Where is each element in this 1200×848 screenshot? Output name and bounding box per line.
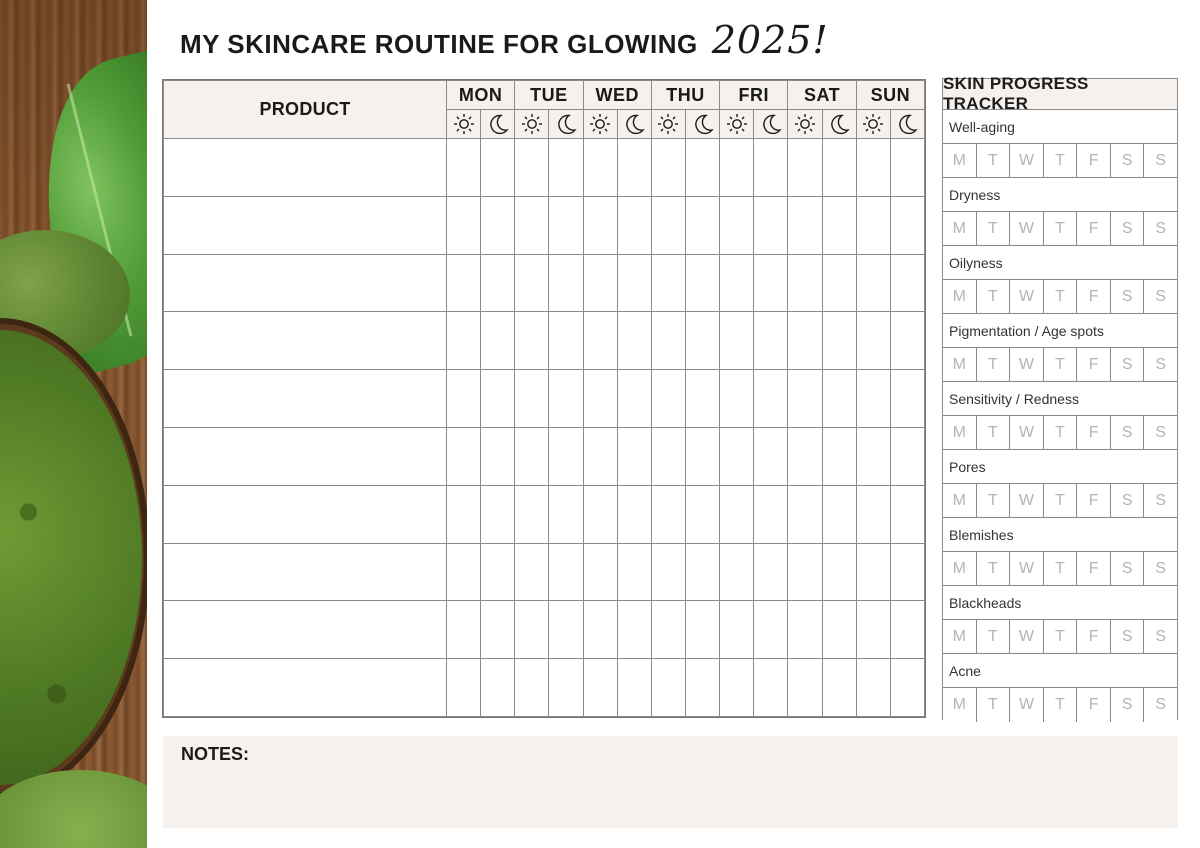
checkbox-cell-sun-am[interactable] [856,312,890,370]
tracker-day-cell[interactable]: T [1044,212,1078,245]
checkbox-cell-sat-pm[interactable] [822,601,856,659]
checkbox-cell-mon-am[interactable] [447,601,481,659]
tracker-category-label: Blackheads [943,586,1177,620]
checkbox-cell-thu-pm[interactable] [685,312,719,370]
tracker-day-cell[interactable]: T [1044,144,1078,177]
tracker-day-cell[interactable]: F [1077,212,1111,245]
tracker-day-cell[interactable]: S [1144,212,1177,245]
product-cell[interactable] [164,370,447,428]
checkbox-cell-fri-pm[interactable] [754,196,788,254]
tracker-day-cell[interactable]: S [1111,144,1145,177]
moon-icon [685,110,719,139]
tracker-day-row [943,348,1177,382]
checkbox-cell-sun-am[interactable] [856,139,890,197]
table-row [164,196,925,254]
checkbox-cell-wed-am[interactable] [583,196,617,254]
tracker-day-cell[interactable]: T [1044,416,1078,449]
checkbox-cell-sat-pm[interactable] [822,659,856,717]
tracker-day-cell[interactable]: F [1077,144,1111,177]
checkbox-cell-wed-am[interactable] [583,485,617,543]
checkbox-cell-fri-pm[interactable] [754,139,788,197]
checkbox-cell-mon-pm[interactable] [481,659,515,717]
tracker-day-cell[interactable]: M [943,620,977,653]
table-row [164,601,925,659]
checkbox-cell-sat-pm[interactable] [822,427,856,485]
tracker-day-row [943,484,1177,518]
tracker-day-cell[interactable]: T [977,280,1011,313]
tracker-category-label: Dryness [943,178,1177,212]
sun-icon [856,110,890,139]
sun-icon [651,110,685,139]
title-year: 2025! [711,18,829,62]
checkbox-cell-tue-pm[interactable] [549,139,583,197]
checkbox-cell-mon-pm[interactable] [481,312,515,370]
tracker-category-label: Blemishes [943,518,1177,552]
table-row [164,485,925,543]
product-cell[interactable] [164,659,447,717]
checkbox-cell-tue-pm[interactable] [549,543,583,601]
tracker-day-row [943,144,1177,178]
table-row [164,312,925,370]
routine-table [162,79,926,718]
checkbox-cell-fri-am[interactable] [720,196,754,254]
checkbox-cell-mon-am[interactable] [447,254,481,312]
tracker-day-cell[interactable]: S [1144,280,1177,313]
moon-icon [617,110,651,139]
checkbox-cell-thu-pm[interactable] [685,485,719,543]
checkbox-cell-sat-pm[interactable] [822,254,856,312]
tracker-day-cell[interactable]: S [1111,688,1145,722]
checkbox-cell-mon-pm[interactable] [481,196,515,254]
tracker-day-cell[interactable]: T [977,144,1011,177]
checkbox-cell-tue-pm[interactable] [549,601,583,659]
day-header-sat: SAT [788,81,856,110]
checkbox-cell-sat-pm[interactable] [822,139,856,197]
checkbox-cell-wed-pm[interactable] [617,659,651,717]
day-header-sun: SUN [856,81,924,110]
checkbox-cell-tue-pm[interactable] [549,254,583,312]
tracker-day-row [943,552,1177,586]
checkbox-cell-thu-am[interactable] [651,543,685,601]
moon-icon [754,110,788,139]
table-row [164,254,925,312]
table-row [164,427,925,485]
checkbox-cell-mon-pm[interactable] [481,601,515,659]
checkbox-cell-thu-am[interactable] [651,485,685,543]
tracker-day-cell[interactable]: S [1144,484,1177,517]
tracker-day-cell[interactable]: T [977,552,1011,585]
notes-area[interactable] [163,736,1178,828]
tracker-day-cell[interactable]: T [1044,280,1078,313]
checkbox-cell-wed-am[interactable] [583,543,617,601]
tracker-day-cell[interactable]: M [943,348,977,381]
tracker-day-cell[interactable]: T [977,620,1011,653]
tracker-day-cell[interactable]: F [1077,348,1111,381]
tracker-day-row [943,212,1177,246]
checkbox-cell-sun-am[interactable] [856,543,890,601]
tracker-category-label: Oilyness [943,246,1177,280]
moon-icon [822,110,856,139]
checkbox-cell-fri-am[interactable] [720,543,754,601]
day-header-fri: FRI [720,81,788,110]
checkbox-cell-wed-pm[interactable] [617,139,651,197]
tracker-day-cell[interactable]: T [977,484,1011,517]
tracker-day-cell[interactable]: M [943,144,977,177]
sun-icon [583,110,617,139]
checkbox-cell-tue-pm[interactable] [549,659,583,717]
product-cell[interactable] [164,196,447,254]
checkbox-cell-sun-pm[interactable] [890,196,924,254]
checkbox-cell-sat-am[interactable] [788,254,822,312]
checkbox-cell-sat-pm[interactable] [822,485,856,543]
checkbox-cell-fri-pm[interactable] [754,659,788,717]
tracker-day-cell[interactable]: M [943,552,977,585]
product-cell[interactable] [164,543,447,601]
checkbox-cell-mon-am[interactable] [447,485,481,543]
checkbox-cell-thu-am[interactable] [651,427,685,485]
checkbox-cell-sat-am[interactable] [788,139,822,197]
tracker-day-cell[interactable]: S [1144,348,1177,381]
checkbox-cell-sat-am[interactable] [788,485,822,543]
checkbox-cell-sun-pm[interactable] [890,312,924,370]
checkbox-cell-fri-am[interactable] [720,659,754,717]
checkbox-cell-sat-am[interactable] [788,370,822,428]
tracker-category-label: Pores [943,450,1177,484]
tracker-day-cell[interactable]: W [1010,416,1044,449]
checkbox-cell-tue-am[interactable] [515,427,549,485]
tracker-day-row [943,416,1177,450]
tracker-day-cell[interactable]: F [1077,620,1111,653]
tracker-day-cell[interactable]: S [1111,484,1145,517]
tracker-day-cell[interactable]: S [1111,212,1145,245]
tracker-day-cell[interactable]: W [1010,348,1044,381]
product-cell[interactable] [164,601,447,659]
checkbox-cell-sun-pm[interactable] [890,485,924,543]
table-row [164,659,925,717]
checkbox-cell-wed-am[interactable] [583,659,617,717]
checkbox-cell-thu-pm[interactable] [685,254,719,312]
checkbox-cell-thu-am[interactable] [651,139,685,197]
checkbox-cell-mon-am[interactable] [447,427,481,485]
tracker-day-cell[interactable]: S [1111,552,1145,585]
checkbox-cell-thu-am[interactable] [651,601,685,659]
checkbox-cell-fri-pm[interactable] [754,601,788,659]
checkbox-cell-mon-pm[interactable] [481,370,515,428]
tracker-day-cell[interactable]: W [1010,484,1044,517]
checkbox-cell-wed-pm[interactable] [617,601,651,659]
sun-icon [788,110,822,139]
checkbox-cell-thu-pm[interactable] [685,139,719,197]
page-title [180,18,829,68]
checkbox-cell-mon-am[interactable] [447,370,481,428]
checkbox-cell-sun-am[interactable] [856,196,890,254]
checkbox-cell-fri-pm[interactable] [754,312,788,370]
checkbox-cell-tue-pm[interactable] [549,312,583,370]
table-row [164,370,925,428]
checkbox-cell-sun-pm[interactable] [890,370,924,428]
moon-icon [549,110,583,139]
tracker-day-cell[interactable]: F [1077,484,1111,517]
product-cell[interactable] [164,254,447,312]
skin-progress-tracker [942,74,1178,720]
tracker-day-cell[interactable]: W [1010,212,1044,245]
checkbox-cell-fri-am[interactable] [720,427,754,485]
checkbox-cell-tue-am[interactable] [515,543,549,601]
checkbox-cell-sun-am[interactable] [856,254,890,312]
checkbox-cell-wed-am[interactable] [583,139,617,197]
checkbox-cell-tue-am[interactable] [515,196,549,254]
checkbox-cell-fri-am[interactable] [720,139,754,197]
checkbox-cell-mon-pm[interactable] [481,543,515,601]
checkbox-cell-sun-pm[interactable] [890,139,924,197]
tracker-day-cell[interactable]: T [977,212,1011,245]
checkbox-cell-tue-am[interactable] [515,485,549,543]
checkbox-cell-sun-pm[interactable] [890,601,924,659]
checkbox-cell-fri-am[interactable] [720,312,754,370]
checkbox-cell-fri-pm[interactable] [754,485,788,543]
checkbox-cell-sat-am[interactable] [788,543,822,601]
checkbox-cell-mon-pm[interactable] [481,427,515,485]
checkbox-cell-thu-am[interactable] [651,196,685,254]
tracker-day-cell[interactable]: F [1077,688,1111,722]
product-cell[interactable] [164,139,447,197]
sun-icon [515,110,549,139]
checkbox-cell-wed-pm[interactable] [617,370,651,428]
tracker-day-cell[interactable]: F [1077,416,1111,449]
checkbox-cell-sat-am[interactable] [788,312,822,370]
tracker-category-label: Well-aging [943,110,1177,144]
checkbox-cell-sun-pm[interactable] [890,659,924,717]
moon-icon [481,110,515,139]
table-row [164,543,925,601]
day-header-tue: TUE [515,81,583,110]
day-header-mon: MON [447,81,515,110]
tracker-day-cell[interactable]: S [1144,688,1177,722]
tracker-day-cell[interactable]: S [1144,144,1177,177]
tracker-day-cell[interactable]: T [1044,552,1078,585]
checkbox-cell-wed-am[interactable] [583,601,617,659]
tracker-day-cell[interactable]: W [1010,280,1044,313]
tracker-day-cell[interactable]: T [977,416,1011,449]
checkbox-cell-mon-pm[interactable] [481,139,515,197]
checkbox-cell-tue-am[interactable] [515,659,549,717]
tracker-title: SKIN PROGRESS TRACKER [943,79,1177,110]
tracker-category-label: Pigmentation / Age spots [943,314,1177,348]
checkbox-cell-sat-am[interactable] [788,659,822,717]
tracker-day-cell[interactable]: W [1010,144,1044,177]
tracker-category-label: Sensitivity / Redness [943,382,1177,416]
checkbox-cell-sat-pm[interactable] [822,543,856,601]
checkbox-cell-sun-am[interactable] [856,370,890,428]
checkbox-cell-mon-pm[interactable] [481,254,515,312]
tracker-day-cell[interactable]: T [977,348,1011,381]
checkbox-cell-sun-am[interactable] [856,485,890,543]
checkbox-cell-mon-pm[interactable] [481,485,515,543]
product-cell[interactable] [164,427,447,485]
notes-label: NOTES: [181,744,250,764]
checkbox-cell-wed-pm[interactable] [617,312,651,370]
checkbox-cell-tue-am[interactable] [515,370,549,428]
product-cell[interactable] [164,485,447,543]
checkbox-cell-thu-pm[interactable] [685,427,719,485]
tracker-day-cell[interactable]: W [1010,552,1044,585]
table-row [164,139,925,197]
tracker-day-cell[interactable]: T [977,688,1011,722]
checkbox-cell-wed-pm[interactable] [617,543,651,601]
tracker-day-cell[interactable]: M [943,484,977,517]
checkbox-cell-tue-pm[interactable] [549,427,583,485]
checkbox-cell-wed-pm[interactable] [617,254,651,312]
tracker-day-cell[interactable]: W [1010,620,1044,653]
checkbox-cell-fri-pm[interactable] [754,543,788,601]
checkbox-cell-wed-pm[interactable] [617,485,651,543]
checkbox-cell-thu-pm[interactable] [685,659,719,717]
checkbox-cell-mon-am[interactable] [447,543,481,601]
checkbox-cell-tue-pm[interactable] [549,370,583,428]
checkbox-cell-tue-am[interactable] [515,139,549,197]
tracker-day-cell[interactable]: M [943,416,977,449]
checkbox-cell-wed-am[interactable] [583,427,617,485]
tracker-day-row [943,280,1177,314]
tracker-day-row [943,620,1177,654]
checkbox-cell-sun-pm[interactable] [890,254,924,312]
checkbox-cell-sat-pm[interactable] [822,196,856,254]
checkbox-cell-sat-pm[interactable] [822,312,856,370]
tracker-day-cell[interactable]: S [1111,348,1145,381]
tracker-day-cell[interactable]: S [1111,280,1145,313]
tracker-day-cell[interactable]: S [1144,552,1177,585]
tracker-day-cell[interactable]: M [943,688,977,722]
checkbox-cell-sat-am[interactable] [788,427,822,485]
checkbox-cell-tue-pm[interactable] [549,485,583,543]
checkbox-cell-tue-pm[interactable] [549,196,583,254]
tracker-day-cell[interactable]: W [1010,688,1044,722]
tracker-day-row [943,688,1177,722]
product-cell[interactable] [164,312,447,370]
day-header-thu: THU [651,81,719,110]
checkbox-cell-sat-am[interactable] [788,196,822,254]
checkbox-cell-wed-am[interactable] [583,254,617,312]
sun-icon [447,110,481,139]
tracker-day-cell[interactable]: T [1044,688,1078,722]
checkbox-cell-fri-am[interactable] [720,254,754,312]
checkbox-cell-sun-am[interactable] [856,427,890,485]
checkbox-cell-fri-am[interactable] [720,601,754,659]
sun-icon [720,110,754,139]
checkbox-cell-sun-pm[interactable] [890,543,924,601]
checkbox-cell-mon-am[interactable] [447,139,481,197]
tracker-day-cell[interactable]: T [1044,348,1078,381]
tracker-day-cell[interactable]: M [943,280,977,313]
checkbox-cell-thu-pm[interactable] [685,543,719,601]
day-header-wed: WED [583,81,651,110]
checkbox-cell-mon-am[interactable] [447,196,481,254]
checkbox-cell-wed-pm[interactable] [617,196,651,254]
checkbox-cell-tue-am[interactable] [515,601,549,659]
checkbox-cell-sat-am[interactable] [788,601,822,659]
title-main: MY SKINCARE ROUTINE FOR GLOWING [180,29,698,59]
tracker-category-label: Acne [943,654,1177,688]
tracker-day-cell[interactable]: T [1044,484,1078,517]
tracker-day-cell[interactable]: S [1111,620,1145,653]
checkbox-cell-tue-am[interactable] [515,312,549,370]
checkbox-cell-thu-pm[interactable] [685,196,719,254]
checkbox-cell-sat-pm[interactable] [822,370,856,428]
checkbox-cell-thu-pm[interactable] [685,370,719,428]
checkbox-cell-tue-am[interactable] [515,254,549,312]
checkbox-cell-thu-am[interactable] [651,312,685,370]
tracker-day-cell[interactable]: S [1111,416,1145,449]
moon-icon [890,110,924,139]
product-header: PRODUCT [164,81,447,139]
checkbox-cell-fri-pm[interactable] [754,427,788,485]
checkbox-cell-wed-am[interactable] [583,312,617,370]
checkbox-cell-thu-am[interactable] [651,254,685,312]
tracker-day-cell[interactable]: S [1144,620,1177,653]
checkbox-cell-fri-pm[interactable] [754,254,788,312]
checkbox-cell-mon-am[interactable] [447,659,481,717]
checkbox-cell-sun-pm[interactable] [890,427,924,485]
checkbox-cell-thu-am[interactable] [651,370,685,428]
checkbox-cell-mon-am[interactable] [447,312,481,370]
checkbox-cell-wed-am[interactable] [583,370,617,428]
checkbox-cell-fri-am[interactable] [720,485,754,543]
checkbox-cell-wed-pm[interactable] [617,427,651,485]
checkbox-cell-fri-pm[interactable] [754,370,788,428]
tracker-day-cell[interactable]: S [1144,416,1177,449]
tracker-day-cell[interactable]: F [1077,280,1111,313]
checkbox-cell-sun-am[interactable] [856,601,890,659]
checkbox-cell-thu-am[interactable] [651,659,685,717]
checkbox-cell-sun-am[interactable] [856,659,890,717]
checkbox-cell-thu-pm[interactable] [685,601,719,659]
matcha-photo [0,0,147,848]
tracker-day-cell[interactable]: M [943,212,977,245]
tracker-day-cell[interactable]: F [1077,552,1111,585]
checkbox-cell-fri-am[interactable] [720,370,754,428]
tracker-day-cell[interactable]: T [1044,620,1078,653]
